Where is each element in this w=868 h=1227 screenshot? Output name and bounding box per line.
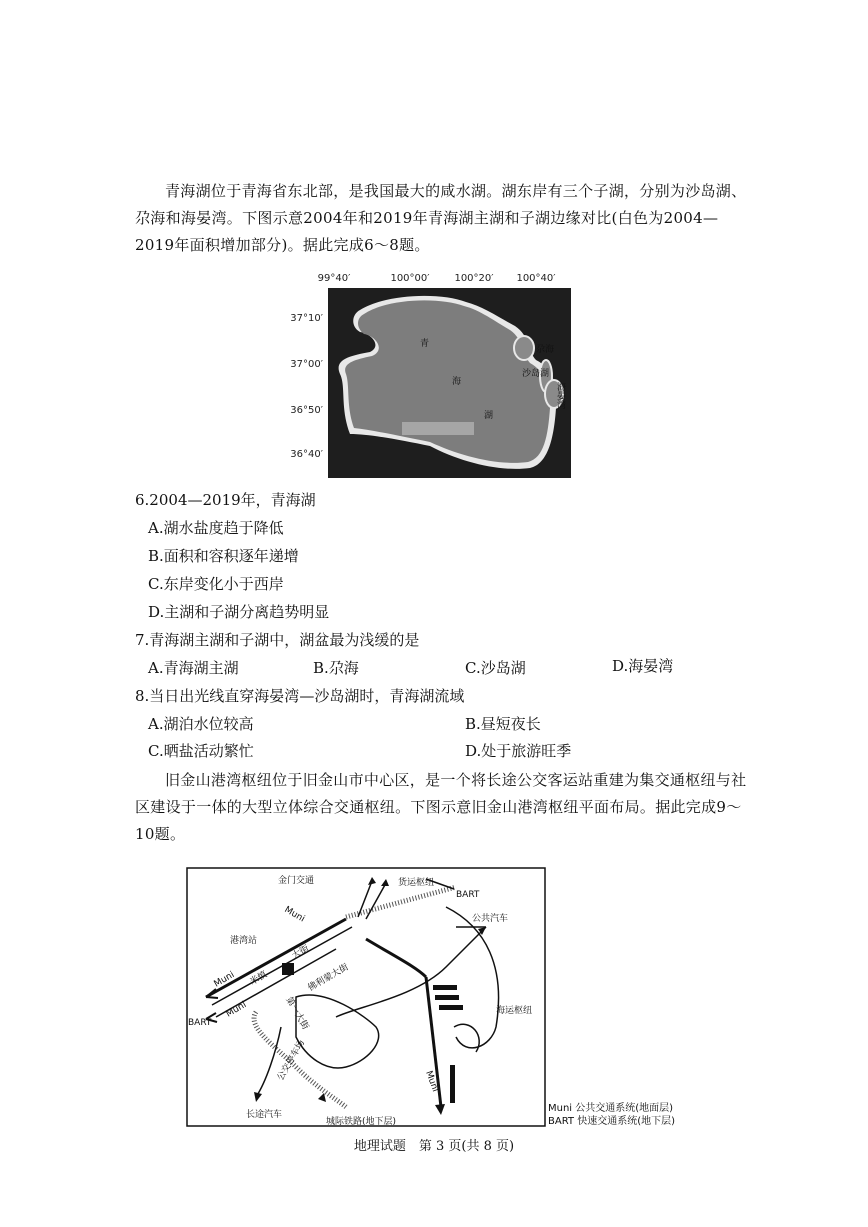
q8-option-a[interactable]: A.湖泊水位较高: [148, 715, 254, 733]
lon-tick-2: 100°00′: [390, 273, 430, 284]
legend-muni: Muni 公共交通系统(地面层): [548, 1103, 674, 1114]
question-7-stem: 7.青海湖主湖和子湖中，湖盆最为浅缓的是: [135, 631, 420, 649]
intro-paragraph-sf: 旧金山港湾枢纽位于旧金山市中心区，是一个将长途公交客运站重建为集交通枢纽与社区建设于一体的大型立体综合交通枢纽。下图示意旧金山港湾枢纽平面布局。据此完成9～10题。: [135, 771, 747, 843]
intro-paragraph-qinghai: 青海湖位于青海省东北部，是我国最大的咸水湖。湖东岸有三个子湖，分别为沙岛湖、尕海和海晏湾。下图示意2004年和2019年青海湖主湖和子湖边缘对比(白色为2004—2019年面积增加部分)。据此完成6～8题。: [135, 182, 747, 254]
label-rail: 城际铁路(地下层): [326, 1117, 397, 1127]
question-8-stem: 8.当日出光线直穿海晏湾—沙岛湖时，青海湖流域: [135, 687, 465, 705]
label-street-1: 大街: [290, 943, 312, 962]
label-shadao: 沙岛湖: [522, 369, 550, 379]
label-jinmen: 金门交通: [278, 876, 315, 886]
q7-option-d[interactable]: D.海晏湾: [612, 657, 674, 675]
q8-option-b[interactable]: B.昼短夜长: [465, 715, 541, 733]
page-footer: 地理试题 第 3 页(共 8 页): [353, 1139, 515, 1154]
label-muni-bottom: Muni: [423, 1069, 440, 1094]
label-gahai: 尕海: [536, 345, 555, 355]
qinghai-lake-map: [290, 268, 580, 483]
q6-option-b[interactable]: B.面积和容积逐年递增: [148, 547, 299, 565]
q6-option-d[interactable]: D.主湖和子湖分离趋势明显: [148, 603, 330, 621]
label-freight: 货运枢纽: [398, 878, 435, 888]
lon-tick-3: 100°20′: [454, 273, 494, 284]
label-bart-left: BART: [188, 1018, 212, 1028]
q7-option-a[interactable]: A.青海湖主湖: [148, 659, 239, 677]
label-bus: 公共汽车: [472, 914, 509, 924]
lake-char-hai: 海: [452, 377, 462, 387]
pier-1: [433, 985, 457, 990]
sf-transit-map: [186, 867, 548, 1129]
gahai-lake: [514, 336, 534, 360]
legend-bart: BART 快速交通系统(地下层): [548, 1116, 676, 1127]
label-street-2: 米慎: [248, 969, 270, 988]
label-muni-left: Muni: [212, 970, 237, 990]
pier-2: [435, 995, 459, 1000]
lat-tick-2: 37°00′: [290, 359, 323, 370]
lake-char-qing: 青: [420, 339, 430, 349]
lat-tick-4: 36°40′: [290, 449, 323, 460]
harbor-station: [282, 963, 294, 975]
label-muni-top: Muni: [282, 904, 307, 925]
label-coach: 长途汽车: [246, 1110, 283, 1120]
lon-tick-4: 100°40′: [516, 273, 556, 284]
label-bart-top: BART: [456, 890, 480, 900]
q8-option-c[interactable]: C.晒盐活动繁忙: [148, 742, 254, 760]
label-street-4: 第一大街: [283, 995, 311, 1032]
pier-4: [450, 1065, 455, 1103]
pier-3: [439, 1005, 463, 1010]
lake-char-hu: 湖: [484, 411, 494, 421]
label-bus-park: 公交停车场: [275, 1038, 308, 1083]
question-6-stem: 6.2004—2019年，青海湖: [135, 491, 316, 509]
label-harbor-station: 港湾站: [230, 936, 258, 946]
lat-tick-3: 36°50′: [290, 405, 323, 416]
q6-option-c[interactable]: C.东岸变化小于西岸: [148, 575, 284, 593]
q8-option-d[interactable]: D.处于旅游旺季: [465, 742, 572, 760]
q7-option-c[interactable]: C.沙岛湖: [465, 659, 526, 677]
label-sea-hub: 海运枢纽: [496, 1006, 533, 1016]
label-muni-left2: Muni: [224, 1000, 249, 1020]
label-street-3: 佛利蒙大街: [306, 962, 351, 994]
q6-option-a[interactable]: A.湖水盐度趋于降低: [148, 519, 284, 537]
label-haiyan: 海晏湾: [555, 382, 565, 409]
q7-option-b[interactable]: B.尕海: [313, 659, 359, 677]
lon-tick-1: 99°40′: [317, 273, 351, 284]
sf-map-frame: [187, 868, 545, 1126]
redacted-bar: [402, 422, 474, 435]
lat-tick-1: 37°10′: [290, 313, 323, 324]
